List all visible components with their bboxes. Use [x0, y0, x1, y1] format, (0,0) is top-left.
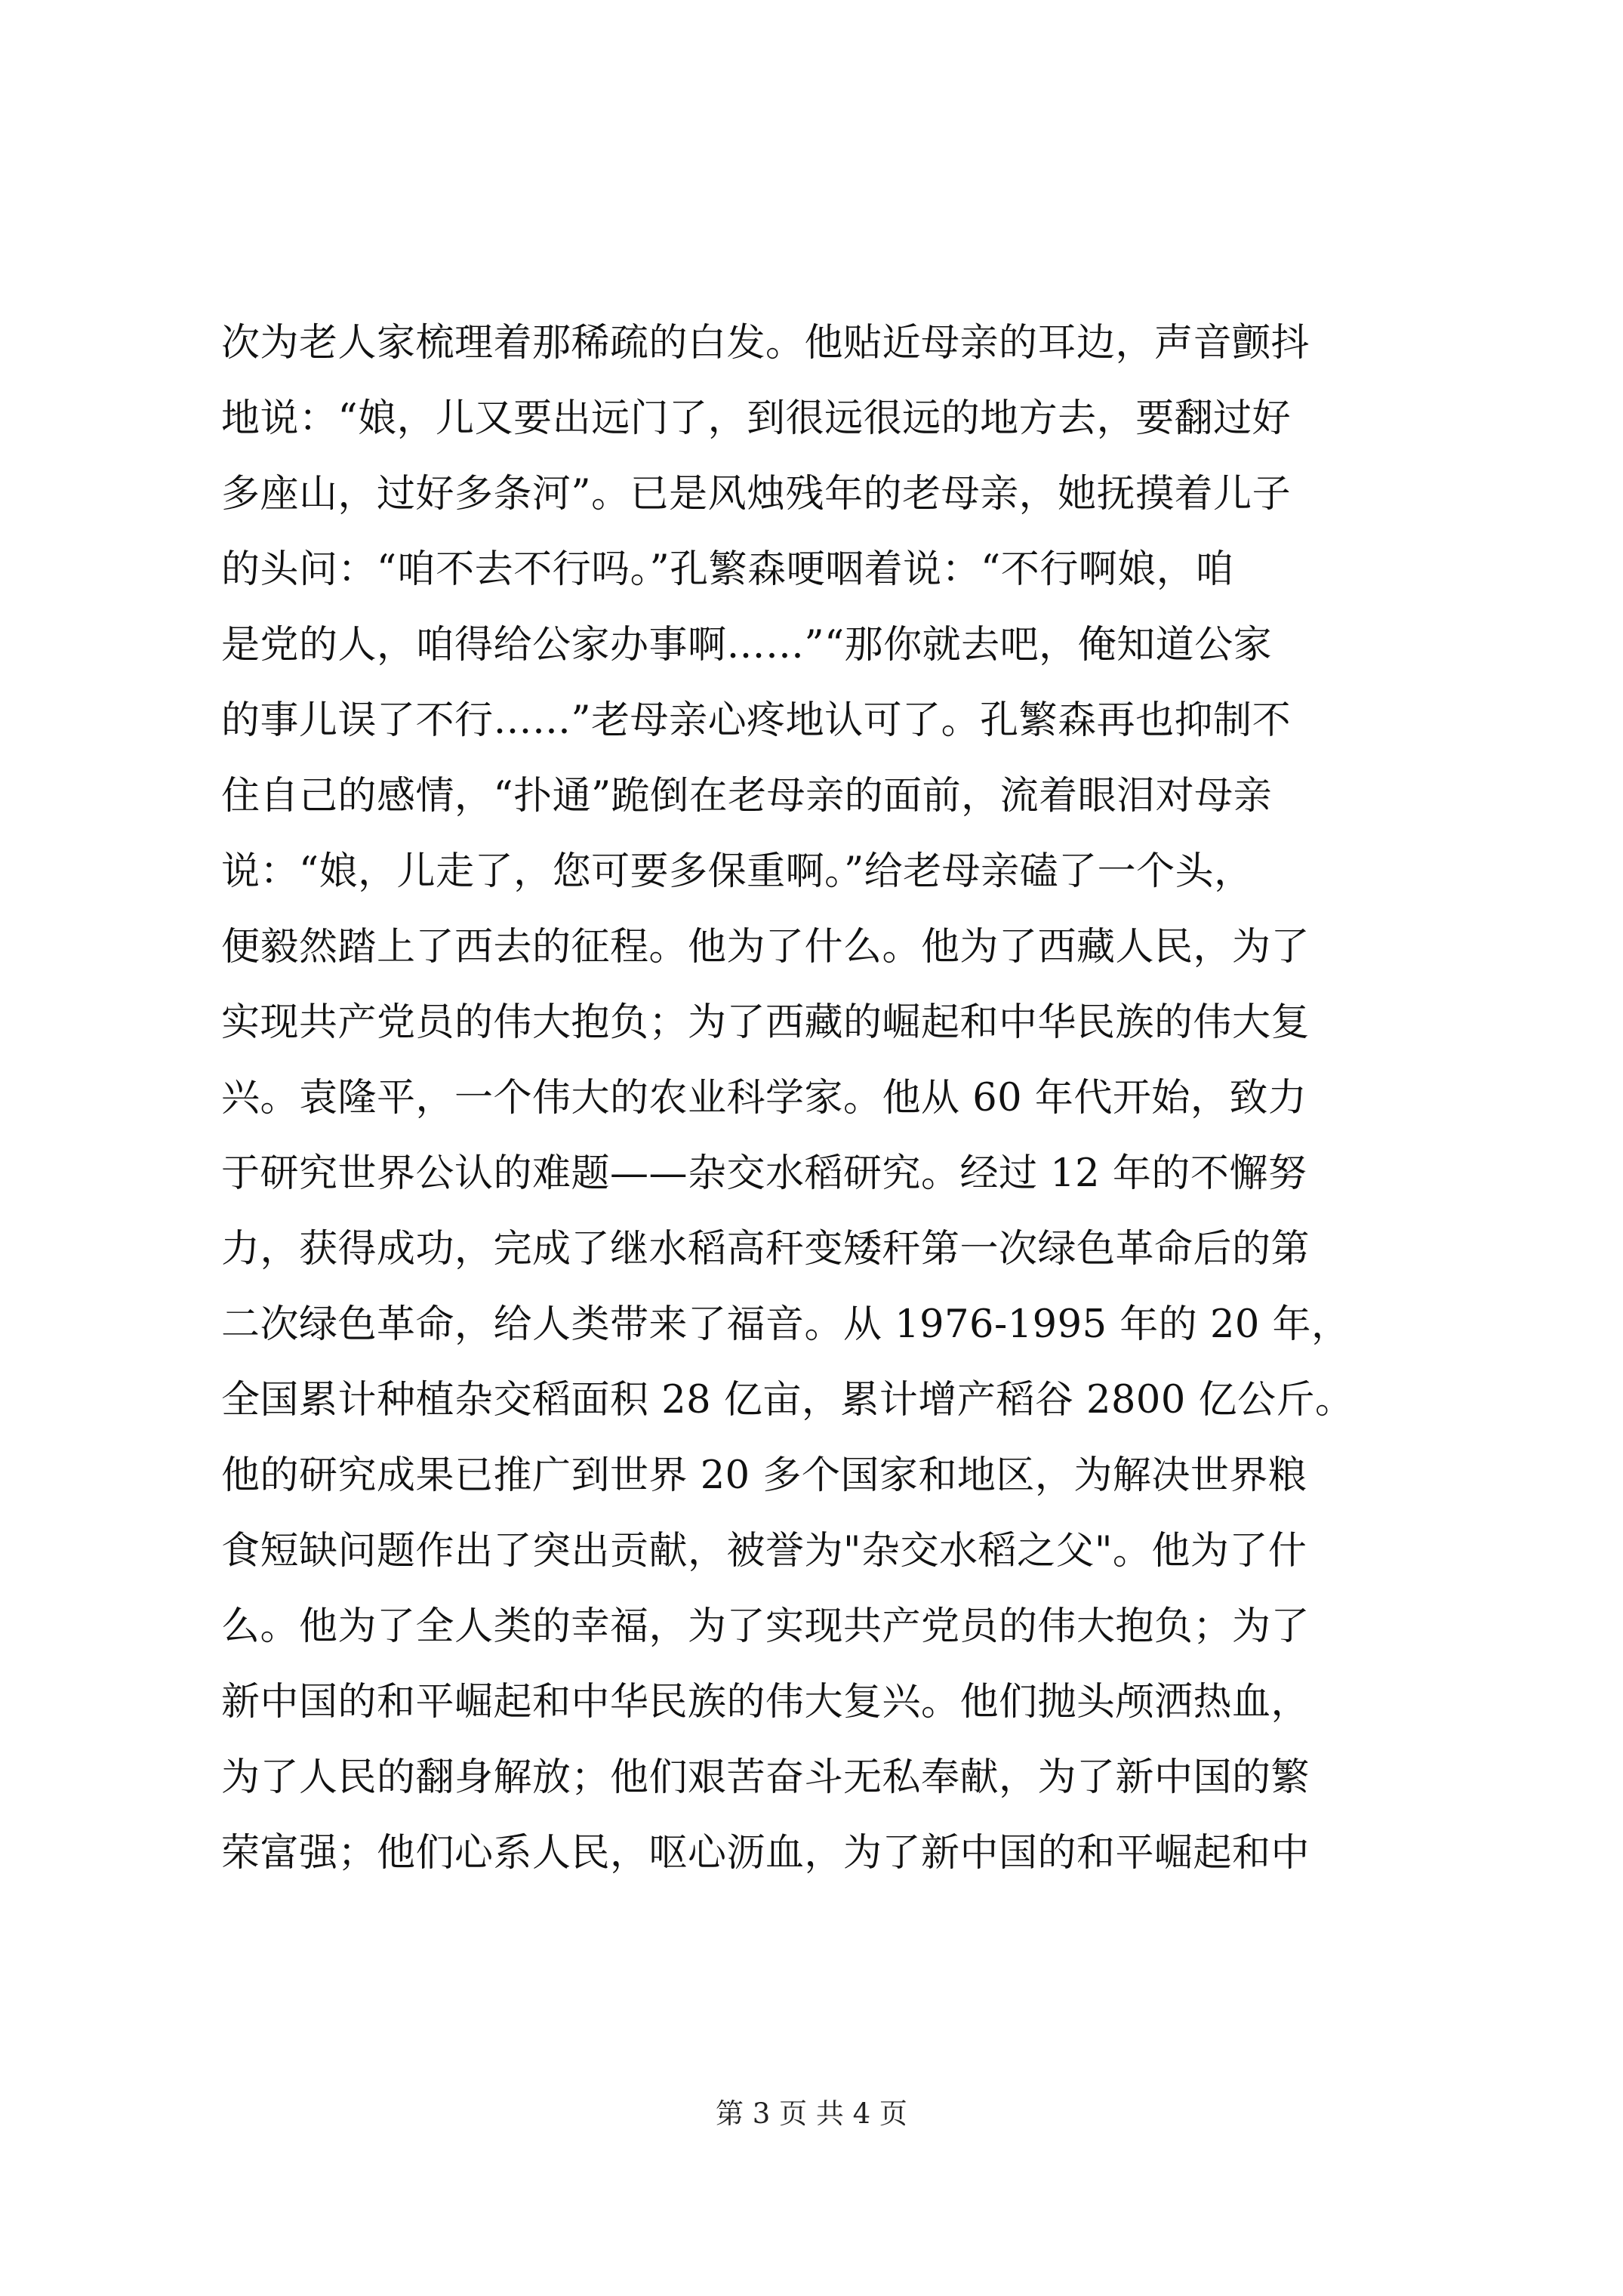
text-line: 为了人民的翻身解放；他们艰苦奋斗无私奉献，为了新中国的繁: [221, 1755, 1310, 1800]
text-line: 便毅然踏上了西去的征程。他为了什么。他为了西藏人民，为了: [221, 925, 1310, 969]
text-line: 荣富强；他们心系人民，呕心沥血，为了新中国的和平崛起和中: [221, 1831, 1310, 1875]
text-line: 食短缺问题作出了突出贡献，被誉为"杂交水稻之父"。他为了什: [221, 1529, 1307, 1573]
text-line: 全国累计种植杂交稻面积 28 亿亩，累计增产稻谷 2800 亿公斤。: [221, 1378, 1354, 1422]
text-line: 说：“娘，儿走了，您可要多保重啊。”给老母亲磕了一个头，: [221, 849, 1253, 894]
text-line: 的头问：“咱不去不行吗。”孔繁森哽咽着说：“不行啊娘，咱: [221, 547, 1234, 592]
text-line: 多座山，过好多条河”。已是风烛残年的老母亲，她抚摸着儿子: [221, 472, 1292, 516]
text-line: 住自己的感情，“扑通”跪倒在老母亲的面前，流着眼泪对母亲: [221, 774, 1273, 818]
text-line: 新中国的和平崛起和中华民族的伟大复兴。他们抛头颅洒热血，: [221, 1680, 1310, 1724]
text-line: 是党的人，咱得给公家办事啊……”“那你就去吧，俺知道公家: [221, 623, 1273, 667]
text-line: 实现共产党员的伟大抱负；为了西藏的崛起和中华民族的伟大复: [221, 1000, 1310, 1045]
text-line: 的事儿误了不行……”老母亲心疼地认可了。孔繁森再也抑制不: [221, 698, 1292, 743]
text-line: 二次绿色革命，给人类带来了福音。从 1976-1995 年的 20 年，: [221, 1302, 1350, 1347]
text-line: 力，获得成功，完成了继水稻高秆变矮秆第一次绿色革命后的第: [221, 1227, 1310, 1271]
text-line: 他的研究成果已推广到世界 20 多个国家和地区，为解决世界粮: [221, 1453, 1307, 1498]
body-text: [221, 306, 1444, 1891]
text-line: 么。他为了全人类的幸福，为了实现共产党员的伟大抱负；为了: [221, 1604, 1310, 1649]
text-line: 兴。袁隆平，一个伟大的农业科学家。他从 60 年代开始，致力: [221, 1076, 1307, 1120]
page-number-footer: 第 3 页 共 4 页: [716, 2097, 907, 2130]
text-line: 次为老人家梳理着那稀疏的白发。他贴近母亲的耳边，声音颤抖: [221, 321, 1310, 365]
text-line: 地说：“娘，儿又要出远门了，到很远很远的地方去，要翻过好: [221, 396, 1292, 441]
text-line: 于研究世界公认的难题——杂交水稻研究。经过 12 年的不懈努: [221, 1151, 1307, 1196]
